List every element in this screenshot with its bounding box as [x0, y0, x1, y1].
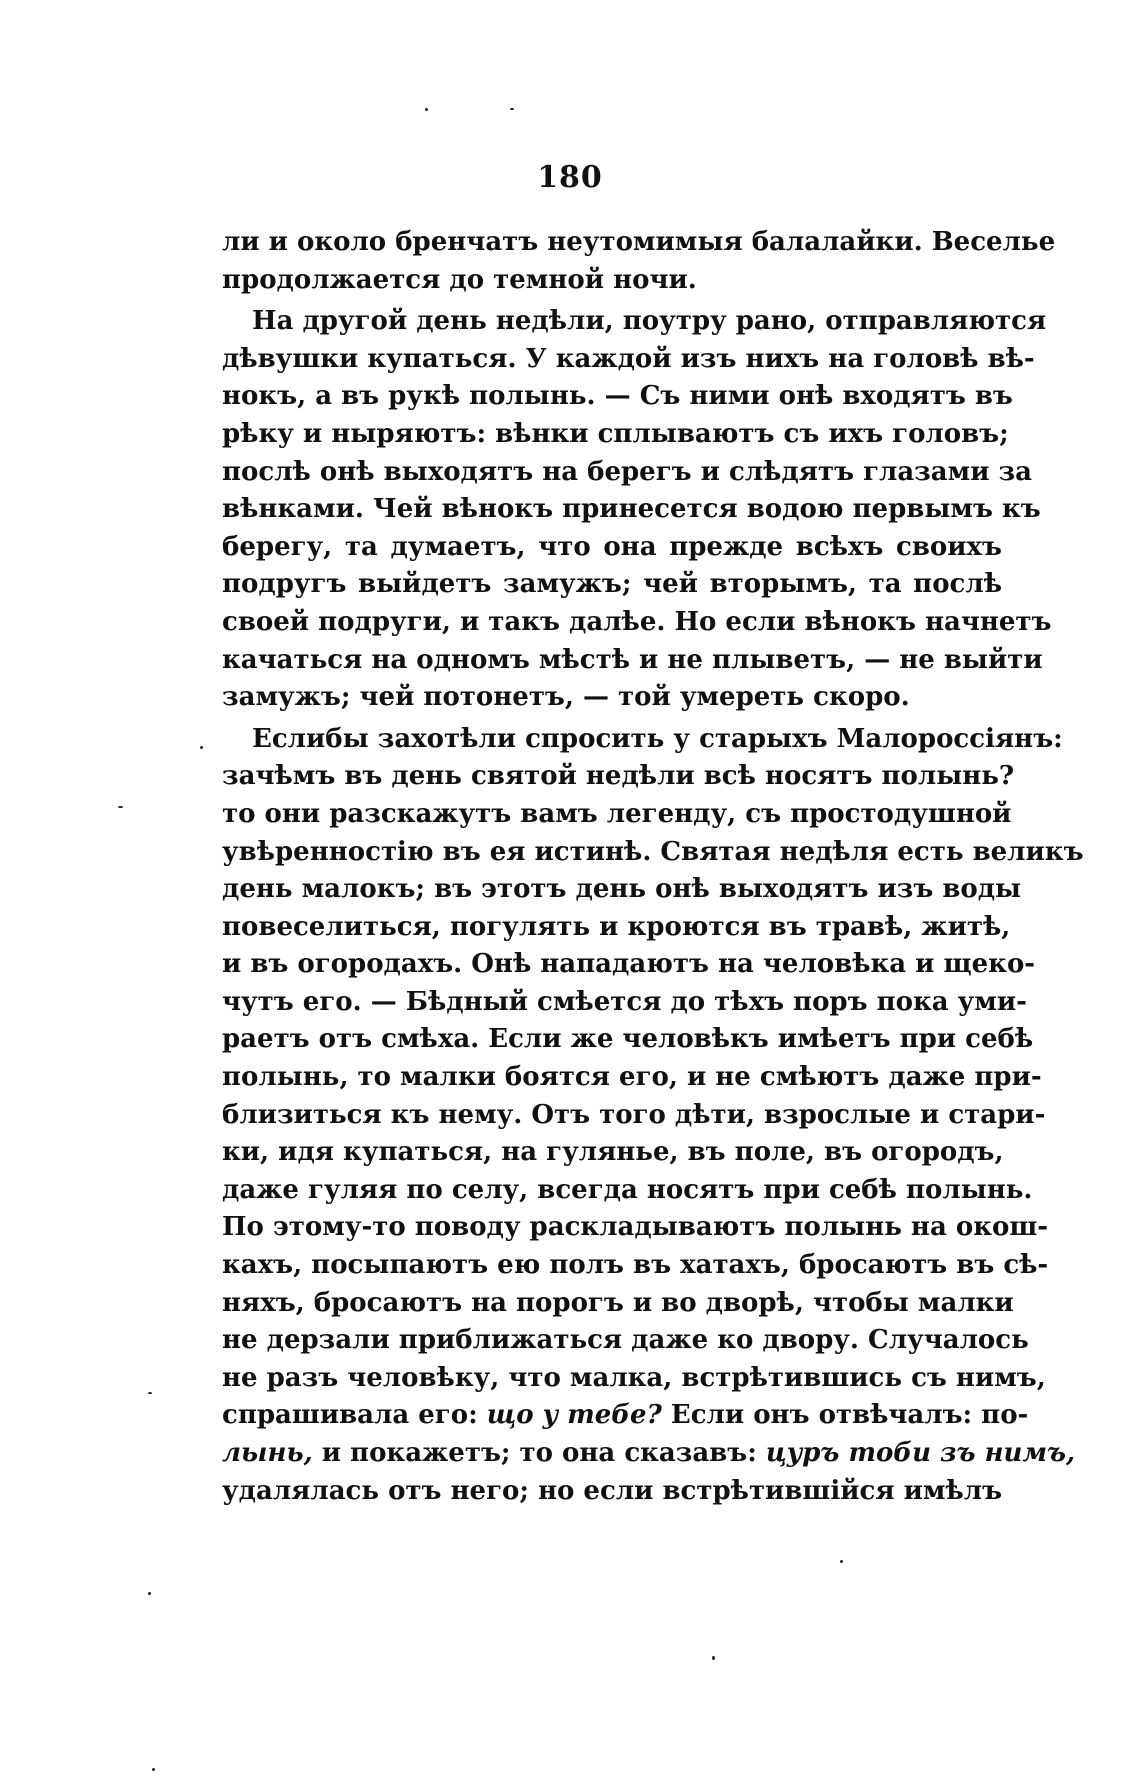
text-line: повеселиться, погулять и кроются въ травѣ, житѣ,: [222, 911, 1011, 942]
body-text: [222, 224, 1084, 1510]
text-line: ки, идя купаться, на гулянье, въ поле, въ огородъ,: [222, 1137, 1004, 1168]
text-line: нокъ, а въ рукѣ полынь. — Съ ними онѣ входятъ въ: [222, 381, 1013, 412]
text-span: спрашивала его:: [222, 1400, 487, 1431]
scan-speck: [510, 108, 514, 110]
text-span: Если онъ отвѣчалъ: по-: [661, 1400, 1029, 1431]
scan-speck: [148, 1592, 151, 1595]
text-line: своей подруги, и такъ далѣе. Но если вѣнокъ начнетъ: [222, 606, 1052, 637]
scan-speck: [425, 108, 428, 111]
text-line: По этому-то поводу раскладываютъ полынь на окош-: [222, 1212, 1049, 1243]
text-line: послѣ онѣ выходятъ на берегъ и слѣдятъ глазами за: [222, 456, 1032, 487]
text-line: полынь, то малки боятся его, и не смѣютъ даже при-: [222, 1062, 1042, 1093]
scan-speck: [712, 1656, 715, 1660]
text-span: и покажетъ; то она сказавъ:: [312, 1438, 766, 1468]
scan-speck: [840, 1560, 843, 1563]
text-line: удалялась отъ него; но если встрѣтившійся имѣлъ: [222, 1475, 1003, 1506]
text-line: не дерзали приближаться даже ко двору. Случалось: [222, 1325, 1029, 1356]
italic-quote: цуръ тоби зъ нимъ,: [765, 1438, 1076, 1468]
scan-speck: [118, 806, 123, 808]
text-line: близиться къ нему. Отъ того дѣти, взрослые и стари-: [222, 1099, 1046, 1130]
text-line: раетъ отъ смѣха. Если же человѣкъ имѣетъ при себѣ: [222, 1024, 1034, 1055]
text-line: дѣвушки купаться. У каждой изъ нихъ на головѣ вѣ-: [222, 343, 1035, 374]
scan-speck: [152, 1768, 155, 1771]
text-line: день малокъ; въ этотъ день онѣ выходятъ изъ воды: [222, 874, 1022, 905]
text-line: чутъ его. — Бѣдный смѣется до тѣхъ поръ пока уми-: [222, 986, 1027, 1017]
text-line: даже гуляя по селу, всегда носятъ при себѣ полынь.: [222, 1174, 1033, 1205]
scan-speck: [148, 1392, 152, 1394]
text-line: кахъ, посыпаютъ ею полъ въ хатахъ, бросаютъ въ сѣ-: [222, 1250, 1049, 1281]
text-line: зачѣмъ въ день святой недѣли всѣ носятъ полынь?: [222, 761, 1015, 792]
text-line: На другой день недѣли, поутру рано, отправляются: [252, 306, 1047, 337]
text-line: ли и около бренчатъ неутомимыя балалайки. Веселье: [222, 227, 1056, 257]
text-line: [222, 1435, 1076, 1473]
italic-quote: лынь,: [222, 1438, 313, 1468]
text-line: берегу, та думаетъ, что она прежде всѣхъ своихъ: [222, 531, 1002, 562]
text-line: подругъ выйдетъ замужъ; чей вторымъ, та послѣ: [222, 569, 1002, 600]
text-line: не разъ человѣку, что малка, встрѣтившись съ нимъ,: [222, 1362, 1046, 1393]
text-line: вѣнками. Чей вѣнокъ принесется водою первымъ къ: [222, 494, 1041, 525]
page-number: 180: [537, 160, 603, 195]
text-line: качаться на одномъ мѣстѣ и не плыветъ, — не выйти: [222, 644, 1043, 675]
text-line: [222, 1397, 1029, 1435]
text-line: Еслибы захотѣли спросить у старыхъ Малороссіянъ:: [252, 723, 1063, 754]
text-line: продолжается до темной ночи.: [222, 264, 697, 295]
text-line: няхъ, бросаютъ на порогъ и во дворѣ, чтобы малки: [222, 1287, 1014, 1318]
italic-quote: що у тебе?: [486, 1400, 662, 1431]
text-line: то они разскажутъ вамъ легенду, съ простодушной: [222, 798, 1012, 829]
text-line: замужъ; чей потонетъ, — той умереть скоро.: [222, 682, 910, 713]
text-line: и въ огородахъ. Онѣ нападаютъ на человѣка и щеко-: [222, 949, 1036, 980]
text-line: рѣку и ныряютъ: вѣнки сплываютъ съ ихъ головъ;: [222, 418, 1009, 449]
text-line: увѣренностію въ ея истинѣ. Святая недѣля есть великъ: [222, 836, 1084, 867]
scan-speck: [200, 746, 203, 749]
